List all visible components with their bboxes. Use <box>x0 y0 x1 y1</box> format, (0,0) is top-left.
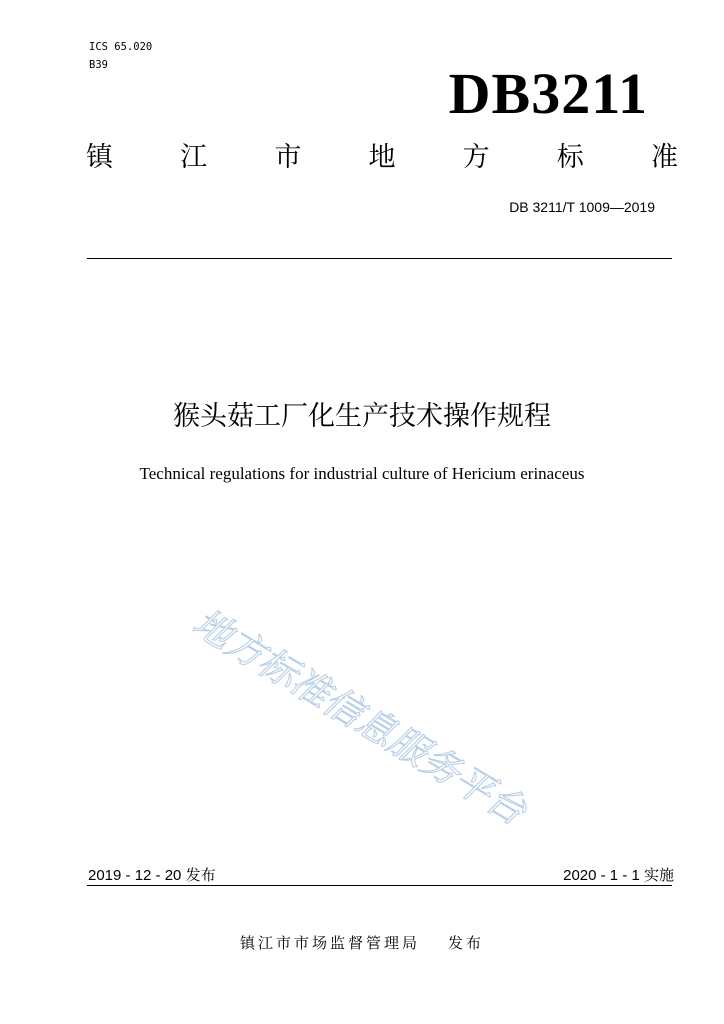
standard-type-char: 标 <box>556 142 584 173</box>
db-code: DB3211 <box>448 61 648 126</box>
bottom-divider <box>87 885 672 886</box>
issuer-line <box>240 932 484 954</box>
top-divider <box>87 258 672 259</box>
document-title-english: Technical regulations for industrial culture of Hericium erinaceus <box>139 464 585 483</box>
document-title-chinese: 猴头菇工厂化生产技术操作规程 <box>173 401 551 432</box>
ics-number: ICS 65.020 <box>89 41 153 53</box>
standard-type-char: 江 <box>180 142 208 173</box>
issuer-name: 镇江市市场监督管理局 <box>240 934 421 952</box>
standard-type-char: 方 <box>462 142 490 173</box>
standard-type-char: 准 <box>650 142 678 173</box>
watermark-text: 地方标准信息服务平台 <box>190 600 534 834</box>
standard-type-char: 地 <box>368 142 396 173</box>
ics-code <box>89 38 152 74</box>
watermark <box>190 600 610 850</box>
watermark-graphic <box>190 600 610 850</box>
standard-type-heading <box>86 140 678 176</box>
ccs-number: B39 <box>89 59 108 71</box>
implement-date: 2020 - 1 - 1 实施 <box>563 867 674 884</box>
issue-date: 2019 - 12 - 20 发布 <box>88 867 216 884</box>
standard-type-char: 市 <box>274 142 302 173</box>
standard-number: DB 3211/T 1009—2019 <box>509 199 655 215</box>
standard-type-char: 镇 <box>86 142 113 173</box>
issuer-action: 发布 <box>448 934 485 952</box>
